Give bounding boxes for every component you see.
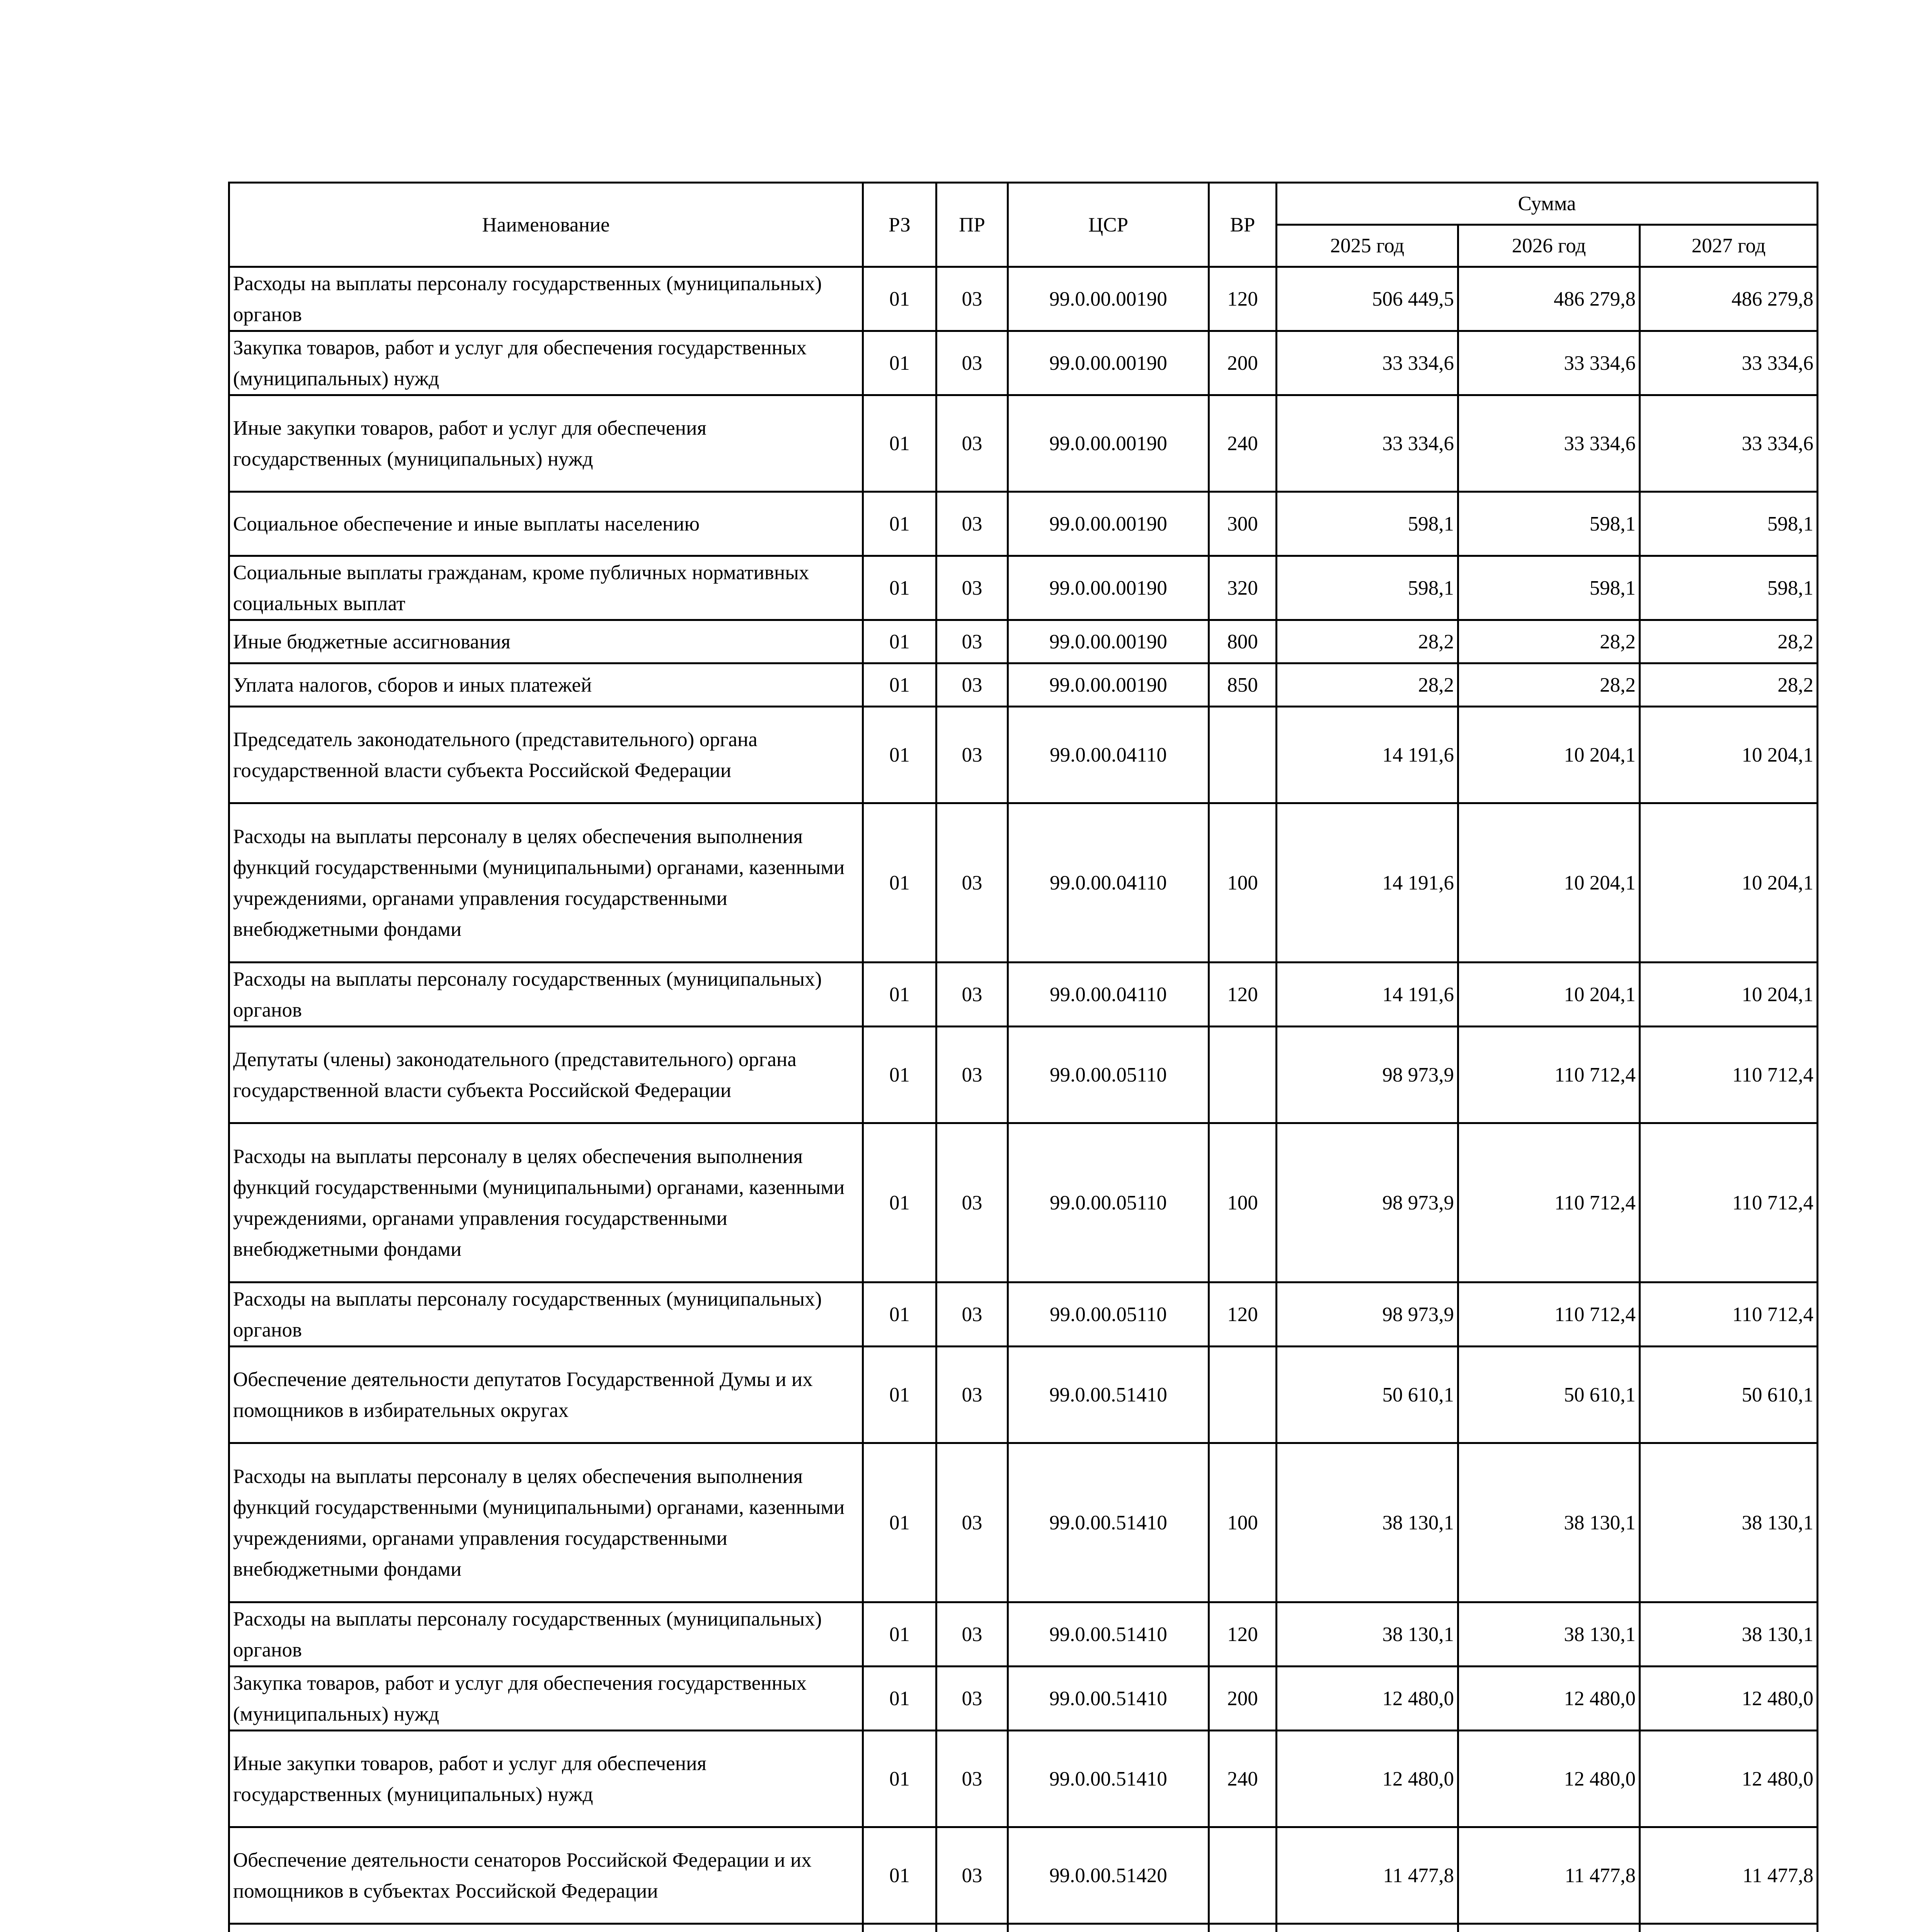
cell-name: Социальное обеспечение и иные выплаты населению <box>229 492 863 556</box>
cell-name: Расходы на выплаты персоналу государственных (муниципальных) органов <box>229 1602 863 1667</box>
table-row <box>229 1123 1818 1282</box>
table-row <box>229 1924 1818 1932</box>
cell-amount-2026: 598,1 <box>1458 556 1640 620</box>
cell-amount-2027: 486 279,8 <box>1640 267 1818 331</box>
cell-csr: 99.0.00.51410 <box>1008 1602 1209 1667</box>
cell-amount-2027: 33 334,6 <box>1640 331 1818 395</box>
cell-amount-2025: 598,1 <box>1277 492 1458 556</box>
cell-rz: 01 <box>863 556 936 620</box>
cell-amount-2025: 98 973,9 <box>1277 1123 1458 1282</box>
header-rz: РЗ <box>863 183 936 267</box>
cell-rz: 01 <box>863 1347 936 1443</box>
cell-csr: 99.0.00.00190 <box>1008 395 1209 492</box>
cell-name: Депутаты (члены) законодательного (представительного) органа государственной власти субъекта Российской Федерации <box>229 1027 863 1123</box>
cell-name: Расходы на выплаты персоналу государственных (муниципальных) органов <box>229 963 863 1027</box>
cell-amount-2026: 10 204,1 <box>1458 963 1640 1027</box>
cell-rz: 01 <box>863 1602 936 1667</box>
cell-amount-2025: 38 130,1 <box>1277 1443 1458 1602</box>
table-row <box>229 803 1818 963</box>
cell-csr: 99.0.00.51420 <box>1008 1827 1209 1924</box>
header-row-top <box>229 183 1818 225</box>
cell-amount-2026: 28,2 <box>1458 663 1640 707</box>
cell-name: Социальные выплаты гражданам, кроме публичных нормативных социальных выплат <box>229 556 863 620</box>
cell-csr: 99.0.00.00190 <box>1008 267 1209 331</box>
table-row <box>229 1347 1818 1443</box>
cell-rz: 01 <box>863 331 936 395</box>
cell-rz: 01 <box>863 1443 936 1602</box>
cell-amount-2027: 28,2 <box>1640 663 1818 707</box>
cell-rz: 01 <box>863 1731 936 1827</box>
cell-pr: 03 <box>936 803 1008 963</box>
cell-pr: 03 <box>936 1602 1008 1667</box>
cell-pr: 03 <box>936 707 1008 803</box>
cell-amount-2027: 10 204,1 <box>1640 963 1818 1027</box>
table-row <box>229 1443 1818 1602</box>
cell-vr: 120 <box>1209 1282 1277 1347</box>
table-row <box>229 1667 1818 1731</box>
cell-amount-2025: 98 973,9 <box>1277 1027 1458 1123</box>
table-row <box>229 267 1818 331</box>
table-row <box>229 1731 1818 1827</box>
cell-amount-2027: 12 480,0 <box>1640 1731 1818 1827</box>
cell-vr: 320 <box>1209 556 1277 620</box>
cell-vr: 100 <box>1209 1123 1277 1282</box>
cell-rz: 01 <box>863 663 936 707</box>
header-pr: ПР <box>936 183 1008 267</box>
cell-amount-2026: 33 334,6 <box>1458 395 1640 492</box>
cell-csr: 99.0.00.05110 <box>1008 1123 1209 1282</box>
cell-amount-2025: 28,2 <box>1277 620 1458 663</box>
header-year-2027: 2027 год <box>1640 225 1818 267</box>
cell-pr: 03 <box>936 395 1008 492</box>
table-row <box>229 1282 1818 1347</box>
cell-amount-2027: 38 130,1 <box>1640 1443 1818 1602</box>
cell-amount-2026: 10 204,1 <box>1458 803 1640 963</box>
cell-pr: 03 <box>936 331 1008 395</box>
cell-vr: 120 <box>1209 963 1277 1027</box>
cell-pr <box>936 1924 1008 1932</box>
cell-amount-2027: 110 712,4 <box>1640 1282 1818 1347</box>
cell-rz: 01 <box>863 267 936 331</box>
cell-csr: 99.0.00.51410 <box>1008 1347 1209 1443</box>
cell-csr: 99.0.00.00190 <box>1008 492 1209 556</box>
cell-pr: 03 <box>936 963 1008 1027</box>
cell-rz: 01 <box>863 492 936 556</box>
cell-name: Расходы на выплаты персоналу в целях обеспечения выполнения функций государственными (муниципальными) органами, казенными учреждениями, органами управления государственными внебюджетными фондами <box>229 1123 863 1282</box>
cell-csr: 99.0.00.51410 <box>1008 1731 1209 1827</box>
cell-pr: 03 <box>936 267 1008 331</box>
table-row <box>229 1602 1818 1667</box>
cell-csr: 99.0.00.51410 <box>1008 1443 1209 1602</box>
cell-vr: 240 <box>1209 395 1277 492</box>
cell-vr <box>1209 1827 1277 1924</box>
cell-amount-2026: 598,1 <box>1458 492 1640 556</box>
cell-pr: 03 <box>936 1443 1008 1602</box>
cell-amount-2026: 12 480,0 <box>1458 1731 1640 1827</box>
cell-vr <box>1209 1924 1277 1932</box>
cell-csr: 99.0.00.04110 <box>1008 707 1209 803</box>
cell-vr: 120 <box>1209 1602 1277 1667</box>
cell-rz: 01 <box>863 1827 936 1924</box>
cell-amount-2026: 12 480,0 <box>1458 1667 1640 1731</box>
header-year-2025: 2025 год <box>1277 225 1458 267</box>
cell-vr: 200 <box>1209 331 1277 395</box>
cell-amount-2025: 33 334,6 <box>1277 331 1458 395</box>
cell-vr: 800 <box>1209 620 1277 663</box>
cell-csr: 99.0.00.00190 <box>1008 663 1209 707</box>
cell-amount-2025: 14 191,6 <box>1277 707 1458 803</box>
cell-name: Иные закупки товаров, работ и услуг для обеспечения государственных (муниципальных) нужд <box>229 1731 863 1827</box>
cell-pr: 03 <box>936 1347 1008 1443</box>
cell-amount-2025: 12 480,0 <box>1277 1667 1458 1731</box>
cell-amount-2025: 506 449,5 <box>1277 267 1458 331</box>
cell-vr: 100 <box>1209 803 1277 963</box>
header-year-2026: 2026 год <box>1458 225 1640 267</box>
cell-amount-2026: 50 610,1 <box>1458 1347 1640 1443</box>
cell-vr <box>1209 1027 1277 1123</box>
cell-pr: 03 <box>936 663 1008 707</box>
cell-name: Закупка товаров, работ и услуг для обеспечения государственных (муниципальных) нужд <box>229 1667 863 1731</box>
cell-amount-2027: 12 480,0 <box>1640 1667 1818 1731</box>
cell-amount-2027: 38 130,1 <box>1640 1602 1818 1667</box>
table-row <box>229 331 1818 395</box>
cell-csr <box>1008 1924 1209 1932</box>
cell-amount-2027: 11 477,8 <box>1640 1827 1818 1924</box>
cell-amount-2025: 14 191,6 <box>1277 963 1458 1027</box>
cell-amount-2025: 33 334,6 <box>1277 395 1458 492</box>
cell-csr: 99.0.00.04110 <box>1008 803 1209 963</box>
cell-amount-2027: 28,2 <box>1640 620 1818 663</box>
cell-amount-2025: 12 480,0 <box>1277 1731 1458 1827</box>
cell-rz: 01 <box>863 1282 936 1347</box>
cell-amount-2026: 38 130,1 <box>1458 1602 1640 1667</box>
cell-amount-2025: 28,2 <box>1277 663 1458 707</box>
table-row <box>229 556 1818 620</box>
cell-amount-2026: 38 130,1 <box>1458 1443 1640 1602</box>
cell-amount-2027: 10 204,1 <box>1640 803 1818 963</box>
cell-amount-2025: 11 477,8 <box>1277 1827 1458 1924</box>
header-sum: Сумма <box>1277 183 1818 225</box>
table-body <box>229 267 1818 1932</box>
cell-name: Иные закупки товаров, работ и услуг для обеспечения государственных (муниципальных) нужд <box>229 395 863 492</box>
cell-name: Иные бюджетные ассигнования <box>229 620 863 663</box>
table-row <box>229 963 1818 1027</box>
cell-amount-2025: 50 610,1 <box>1277 1347 1458 1443</box>
cell-name: Обеспечение деятельности сенаторов Российской Федерации и их помощников в субъектах Российской Федерации <box>229 1827 863 1924</box>
cell-rz: 01 <box>863 963 936 1027</box>
cell-rz: 01 <box>863 803 936 963</box>
cell-amount-2026 <box>1458 1924 1640 1932</box>
header-name: Наименование <box>229 183 863 267</box>
cell-rz: 01 <box>863 1027 936 1123</box>
cell-vr <box>1209 1347 1277 1443</box>
cell-amount-2026: 11 477,8 <box>1458 1827 1640 1924</box>
table-row <box>229 620 1818 663</box>
cell-name: Расходы на выплаты персоналу в целях обеспечения выполнения функций государственными (муниципальными) органами, казенными учреждениями, органами управления государственными внебюджетными фондами <box>229 1443 863 1602</box>
cell-pr: 03 <box>936 1731 1008 1827</box>
cell-pr: 03 <box>936 1123 1008 1282</box>
cell-name: Расходы на выплаты персоналу государственных (муниципальных) органов <box>229 267 863 331</box>
table-row <box>229 663 1818 707</box>
cell-amount-2027 <box>1640 1924 1818 1932</box>
cell-amount-2026: 110 712,4 <box>1458 1027 1640 1123</box>
cell-pr: 03 <box>936 492 1008 556</box>
cell-csr: 99.0.00.51410 <box>1008 1667 1209 1731</box>
cell-name: Закупка товаров, работ и услуг для обеспечения государственных (муниципальных) нужд <box>229 331 863 395</box>
cell-amount-2026: 110 712,4 <box>1458 1123 1640 1282</box>
cell-pr: 03 <box>936 1027 1008 1123</box>
cell-amount-2026: 28,2 <box>1458 620 1640 663</box>
table-row <box>229 1027 1818 1123</box>
table-row <box>229 492 1818 556</box>
cell-name: Обеспечение деятельности депутатов Государственной Думы и их помощников в избирательных округах <box>229 1347 863 1443</box>
cell-amount-2025: 14 191,6 <box>1277 803 1458 963</box>
cell-pr: 03 <box>936 620 1008 663</box>
cell-pr: 03 <box>936 556 1008 620</box>
cell-rz: 01 <box>863 1123 936 1282</box>
cell-name <box>229 1924 863 1932</box>
cell-amount-2025: 98 973,9 <box>1277 1282 1458 1347</box>
cell-vr: 100 <box>1209 1443 1277 1602</box>
cell-csr: 99.0.00.04110 <box>1008 963 1209 1027</box>
cell-amount-2027: 10 204,1 <box>1640 707 1818 803</box>
cell-amount-2025: 598,1 <box>1277 556 1458 620</box>
cell-pr: 03 <box>936 1827 1008 1924</box>
cell-rz: 01 <box>863 395 936 492</box>
header-csr: ЦСР <box>1008 183 1209 267</box>
cell-vr: 200 <box>1209 1667 1277 1731</box>
cell-rz: 01 <box>863 707 936 803</box>
cell-vr: 300 <box>1209 492 1277 556</box>
table-row <box>229 395 1818 492</box>
budget-table <box>228 182 1818 1932</box>
cell-amount-2026: 10 204,1 <box>1458 707 1640 803</box>
table-row <box>229 707 1818 803</box>
cell-amount-2026: 486 279,8 <box>1458 267 1640 331</box>
cell-vr: 850 <box>1209 663 1277 707</box>
cell-amount-2027: 50 610,1 <box>1640 1347 1818 1443</box>
cell-name: Расходы на выплаты персоналу в целях обеспечения выполнения функций государственными (муниципальными) органами, казенными учреждениями, органами управления государственными внебюджетными фондами <box>229 803 863 963</box>
cell-name: Уплата налогов, сборов и иных платежей <box>229 663 863 707</box>
table-row <box>229 1827 1818 1924</box>
cell-amount-2025: 38 130,1 <box>1277 1602 1458 1667</box>
cell-amount-2027: 598,1 <box>1640 492 1818 556</box>
cell-csr: 99.0.00.00190 <box>1008 331 1209 395</box>
cell-amount-2026: 110 712,4 <box>1458 1282 1640 1347</box>
cell-amount-2026: 33 334,6 <box>1458 331 1640 395</box>
cell-vr: 240 <box>1209 1731 1277 1827</box>
cell-vr: 120 <box>1209 267 1277 331</box>
cell-amount-2027: 110 712,4 <box>1640 1027 1818 1123</box>
cell-pr: 03 <box>936 1282 1008 1347</box>
cell-amount-2025 <box>1277 1924 1458 1932</box>
cell-amount-2027: 598,1 <box>1640 556 1818 620</box>
header-vr: ВР <box>1209 183 1277 267</box>
cell-csr: 99.0.00.00190 <box>1008 556 1209 620</box>
cell-csr: 99.0.00.05110 <box>1008 1282 1209 1347</box>
cell-rz: 01 <box>863 1667 936 1731</box>
cell-vr <box>1209 707 1277 803</box>
cell-name: Председатель законодательного (представительного) органа государственной власти субъекта Российской Федерации <box>229 707 863 803</box>
cell-amount-2027: 110 712,4 <box>1640 1123 1818 1282</box>
cell-name: Расходы на выплаты персоналу государственных (муниципальных) органов <box>229 1282 863 1347</box>
cell-rz: 01 <box>863 620 936 663</box>
cell-csr: 99.0.00.05110 <box>1008 1027 1209 1123</box>
cell-pr: 03 <box>936 1667 1008 1731</box>
cell-rz <box>863 1924 936 1932</box>
cell-amount-2027: 33 334,6 <box>1640 395 1818 492</box>
table-header <box>229 183 1818 267</box>
cell-csr: 99.0.00.00190 <box>1008 620 1209 663</box>
